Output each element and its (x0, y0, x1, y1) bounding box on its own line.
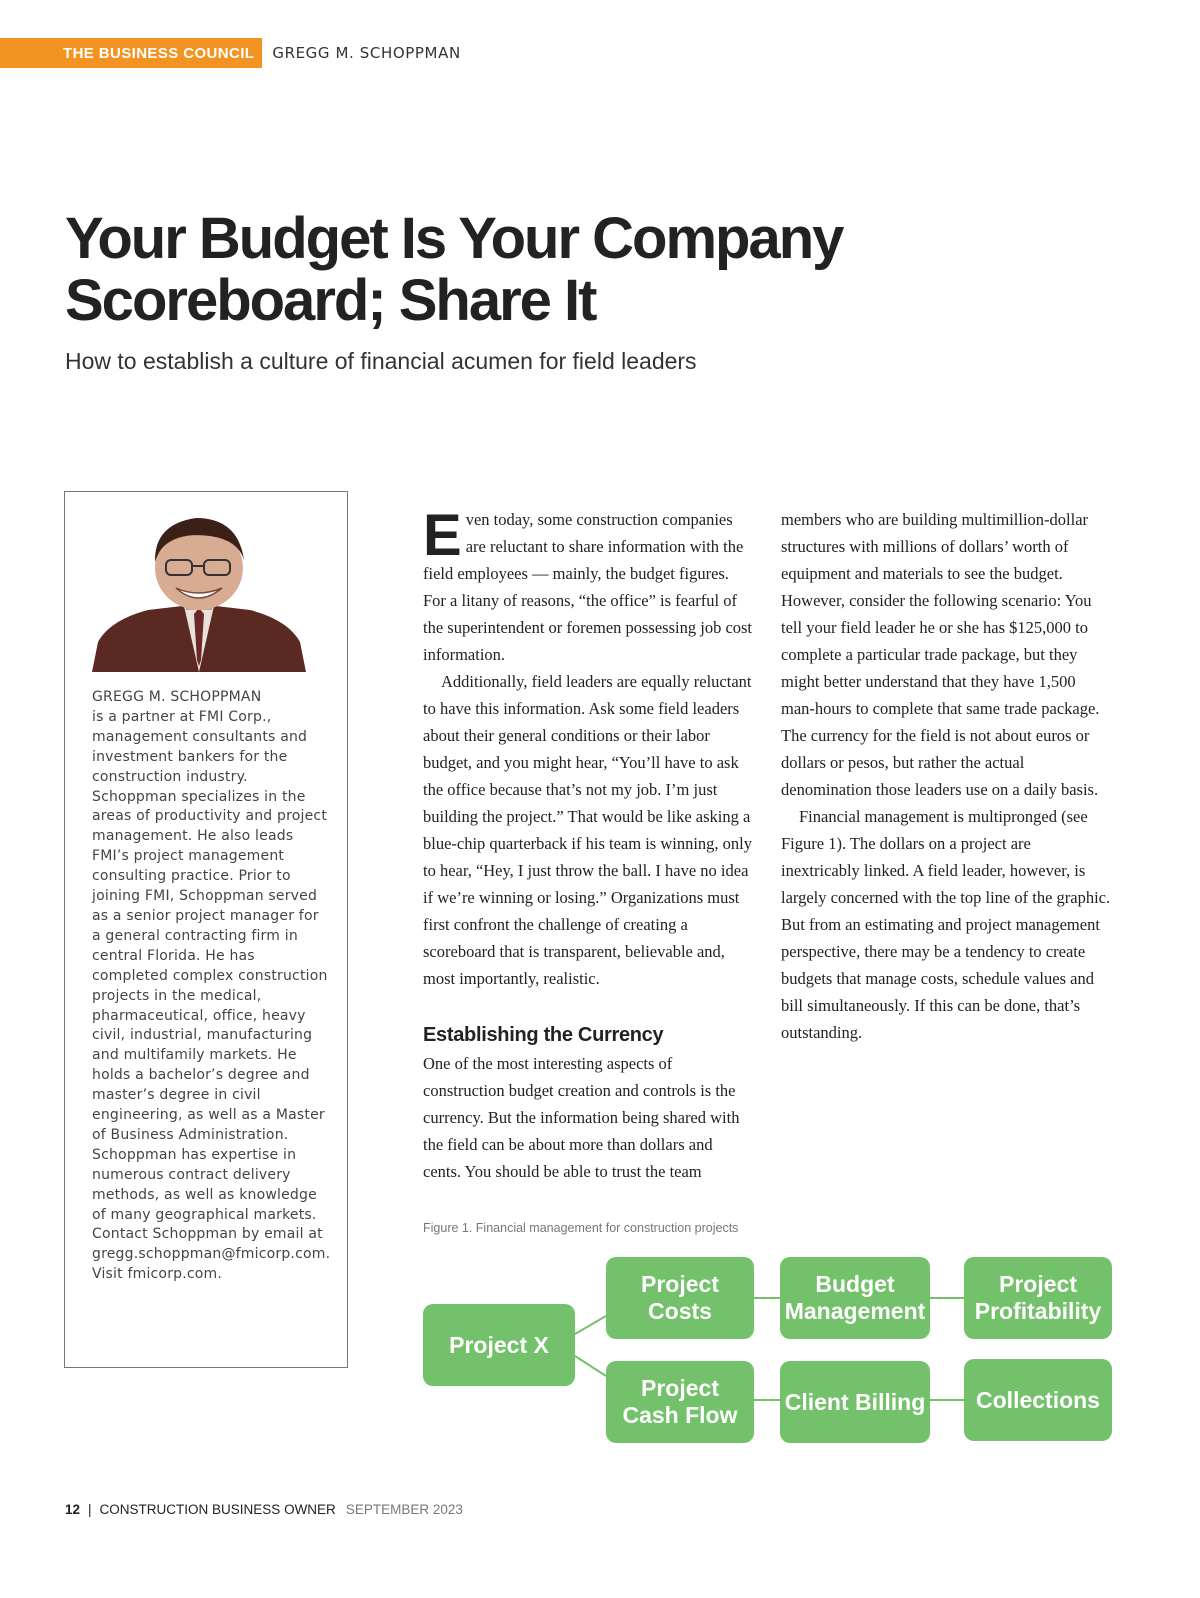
drop-cap: E (423, 503, 462, 568)
article-title: Your Budget Is Your Company Scoreboard; Share It (65, 206, 843, 333)
header-bar (0, 38, 461, 68)
author-portrait (92, 510, 306, 672)
article-subtitle: How to establish a culture of financial acumen for field leaders (65, 348, 697, 374)
node-project-profitability: Project Profitability (964, 1257, 1112, 1339)
body-column-2 (781, 506, 1111, 1046)
node-project-x: Project X (423, 1304, 575, 1386)
body-paragraph-4: Financial management is multipronged (see Figure 1). The dollars on a project are inextricably linked. A field leader, however, is largely concerned with the top line of the graphic. But from an estimating and project management perspective, there may be a tendency to create budgets that manage costs, schedule values and bill simultaneously. If this can be done, that’s outstanding. (781, 807, 1111, 1042)
node-project-cash-flow: Project Cash Flow (606, 1361, 754, 1443)
node-project-costs: Project Costs (606, 1257, 754, 1339)
page-number: 12 (65, 1502, 81, 1517)
financial-management-diagram (420, 1252, 1120, 1452)
node-budget-management: Budget Management (780, 1257, 930, 1339)
body-column-1 (423, 503, 753, 1185)
body-paragraph-3-continued: members who are building multimillion-dollar structures with millions of dollars’ worth of equipment and materials to see the budget. However, consider the following scenario: You tell your field leader he or she has $125,000 to complete a particular trade package, but they might better understand that they have 1,500 man-hours to complete that same trade package. The currency for the field is not about euros or dollars or pesos, but rather the actual denomination those leaders use on a daily basis. (781, 510, 1100, 799)
page-footer (65, 1502, 463, 1517)
node-client-billing: Client Billing (780, 1361, 930, 1443)
figure-caption: Figure 1. Financial management for construction projects (423, 1221, 739, 1235)
publication-date: SEPTEMBER 2023 (345, 1502, 463, 1517)
header-author: GREGG M. SCHOPPMAN (272, 44, 461, 62)
bio-author-name: GREGG M. SCHOPPMAN (92, 689, 262, 705)
bio-description: is a partner at FMI Corp., management consultants and investment bankers for the construction industry. Schoppman specializes in the areas of productivity and project management. He also leads FMI’s project management consulting practice. Prior to joining FMI, Schoppman served as a senior project manager for a general contracting firm in central Florida. He has completed complex construction projects in the medical, pharmaceutical, office, heavy civil, industrial, manufacturing and multifamily markets. He holds a bachelor’s degree and master’s degree in civil engineering, as well as a Master of Business Administration. Schoppman has expertise in numerous contract delivery methods, as well as knowledge of many geographical markets. Contact Schoppman by email at gregg.schoppman@fmicorp.com. Visit fmicorp.com. (92, 708, 331, 1283)
publication-name: CONSTRUCTION BUSINESS OWNER (99, 1502, 336, 1517)
node-collections: Collections (964, 1359, 1112, 1441)
footer-separator: | (88, 1502, 92, 1517)
section-tag: THE BUSINESS COUNCIL (0, 38, 262, 68)
author-bio-box (64, 491, 348, 1368)
body-paragraph-3: One of the most interesting aspects of construction budget creation and controls is the currency. But the information being shared with the field can be about more than dollars and cents. You should be able to trust the team (423, 1054, 740, 1181)
author-bio-text (92, 688, 332, 1285)
body-paragraph-2: Additionally, field leaders are equally reluctant to have this information. Ask some field leaders about their general conditions or their labor budget, and you might hear, “You’ll have to ask the office because that’s not my job. I’m just building the project.” That would be like asking a blue-chip quarterback if his team is winning, only to hear, “Hey, I just throw the ball. I have no idea if we’re winning or losing.” Organizations must first confront the challenge of creating a scoreboard that is transparent, believable and, most importantly, realistic. (423, 672, 753, 988)
section-heading: Establishing the Currency (423, 1024, 664, 1046)
body-paragraph-1: Even today, some construction companies are reluctant to share information with the field employees — mainly, the budget figures. For a litany of reasons, “the office” is fearful of the superintendent or foremen possessing job cost information. (423, 503, 753, 664)
